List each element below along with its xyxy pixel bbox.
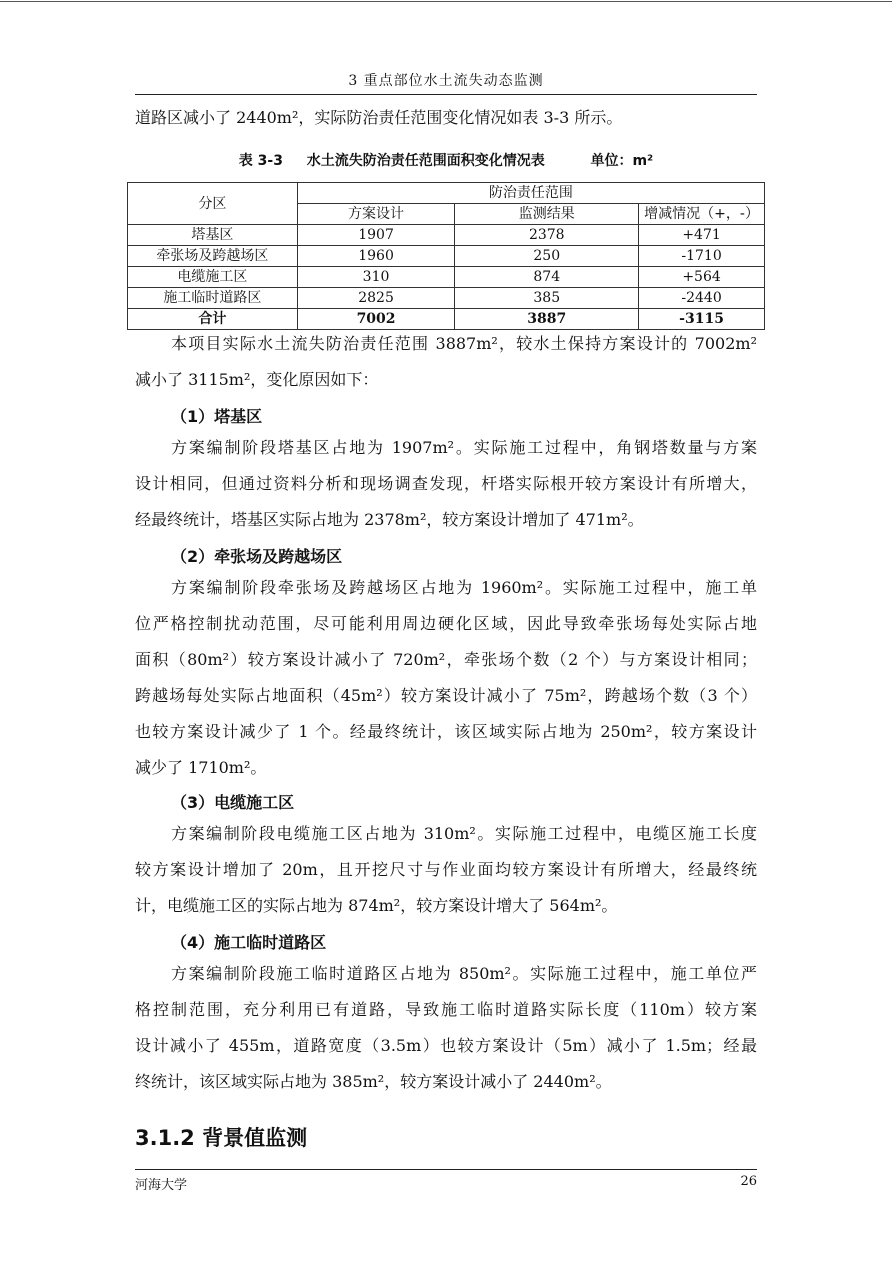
cell-design: 1907	[297, 225, 455, 246]
footer-rule	[135, 1169, 757, 1170]
page-number: 26	[740, 1174, 757, 1189]
section-heading-3-1-2: 3.1.2 背景值监测	[135, 1126, 308, 1150]
paragraph-line: 跨越场每处实际占地面积（45m²）较方案设计减小了 75m²，跨越场个数（3 个）	[135, 686, 757, 705]
paragraph-line: 面积（80m²）较方案设计减小了 720m²，牵张场个数（2 个）与方案设计相同；	[135, 650, 757, 669]
paragraph-line: 计，电缆施工区的实际占地为 874m²，较方案设计增大了 564m²。	[135, 896, 618, 915]
paragraph-line: 经最终统计，塔基区实际占地为 2378m²，较方案设计增加了 471m²。	[135, 510, 644, 529]
paragraph-line: 较方案设计增加了 20m，且开挖尺寸与作业面均较方案设计有所增大，经最终统	[135, 860, 757, 879]
col-header-monitor: 监测结果	[455, 204, 639, 225]
cell-design: 2825	[297, 288, 455, 309]
paragraph-line: 格控制范围，充分利用已有道路，导致施工临时道路实际长度（110m）较方案	[135, 1000, 757, 1019]
table-caption	[135, 150, 757, 170]
cell-monitor: 874	[455, 267, 639, 288]
intro-line: 道路区减小了 2440m²，实际防治责任范围变化情况如表 3-3 所示。	[135, 108, 623, 127]
table-caption-unit: 单位：m²	[590, 153, 654, 169]
summary-paragraph	[135, 326, 757, 398]
cell-zone: 牵张场及跨越场区	[128, 246, 298, 267]
cell-zone: 施工临时道路区	[128, 288, 298, 309]
paragraph-line: 终统计，该区域实际占地为 385m²，较方案设计减小了 2440m²。	[135, 1072, 612, 1091]
paragraph-line: 方案编制阶段牵张场及跨越场区占地为 1960m²。实际施工过程中，施工单	[171, 578, 757, 597]
paragraph-line: 方案编制阶段塔基区占地为 1907m²。实际施工过程中，角钢塔数量与方案	[171, 438, 757, 457]
table-row	[128, 246, 765, 267]
cell-design: 310	[297, 267, 455, 288]
running-header: 3 重点部位水土流失动态监测	[348, 73, 544, 89]
cell-monitor: 250	[455, 246, 639, 267]
footer-institution: 河海大学	[135, 1178, 188, 1193]
paragraph-line: 设计减小了 455m，道路宽度（3.5m）也较方案设计（5m）减小了 1.5m；经最	[135, 1036, 757, 1055]
cell-total-change: -3115	[639, 309, 765, 330]
cell-monitor: 2378	[455, 225, 639, 246]
col-header-zone: 分区	[128, 183, 298, 225]
cell-zone: 电缆施工区	[128, 267, 298, 288]
table-caption-label: 表 3-3	[238, 153, 283, 169]
table-row	[128, 267, 765, 288]
paragraph-line: 位严格控制扰动范围，尽可能利用周边硬化区域，因此导致牵张场每处实际占地	[135, 614, 757, 633]
cell-design: 1960	[297, 246, 455, 267]
paragraph-line: 方案编制阶段电缆施工区占地为 310m²。实际施工过程中，电缆区施工长度	[171, 824, 757, 843]
cell-change: -2440	[639, 288, 765, 309]
paragraph-line: 设计相同，但通过资料分析和现场调查发现，杆塔实际根开较方案设计有所增大，	[135, 474, 757, 493]
paragraph-cable-area	[135, 816, 757, 924]
cell-total-design: 7002	[297, 309, 455, 330]
cell-change: +471	[639, 225, 765, 246]
paragraph-line: 减小了 3115m²，变化原因如下：	[135, 370, 379, 389]
page-top-border	[0, 1, 892, 2]
col-header-design: 方案设计	[297, 204, 455, 225]
cell-change: -1710	[639, 246, 765, 267]
paragraph-line: 方案编制阶段施工临时道路区占地为 850m²。实际施工过程中，施工单位严	[171, 964, 757, 983]
subheading-tower-base: （1）塔基区	[171, 407, 263, 426]
paragraph-line: 本项目实际水土流失防治责任范围 3887m²，较水土保持方案设计的 7002m²	[171, 334, 757, 353]
subheading-cable-area: （3）电缆施工区	[171, 793, 295, 812]
subheading-tension-field: （2）牵张场及跨越场区	[171, 547, 343, 566]
cell-change: +564	[639, 267, 765, 288]
table-row	[128, 288, 765, 309]
paragraph-tower-base	[135, 430, 757, 538]
responsibility-area-table	[127, 182, 765, 330]
paragraph-tension-field	[135, 570, 757, 786]
group-header: 防治责任范围	[297, 183, 764, 204]
cell-total-monitor: 3887	[455, 309, 639, 330]
subheading-temp-road: （4）施工临时道路区	[171, 933, 327, 952]
table-caption-title: 水土流失防治责任范围面积变化情况表	[306, 153, 545, 169]
cell-total-label: 合计	[128, 309, 298, 330]
paragraph-line: 减少了 1710m²。	[135, 758, 267, 777]
table-row	[128, 225, 765, 246]
cell-monitor: 385	[455, 288, 639, 309]
col-header-change: 增减情况（+，-）	[639, 204, 765, 225]
header-rule	[135, 94, 757, 95]
paragraph-temp-road	[135, 956, 757, 1100]
paragraph-line: 也较方案设计减少了 1 个。经最终统计，该区域实际占地为 250m²，较方案设计	[135, 722, 757, 741]
cell-zone: 塔基区	[128, 225, 298, 246]
